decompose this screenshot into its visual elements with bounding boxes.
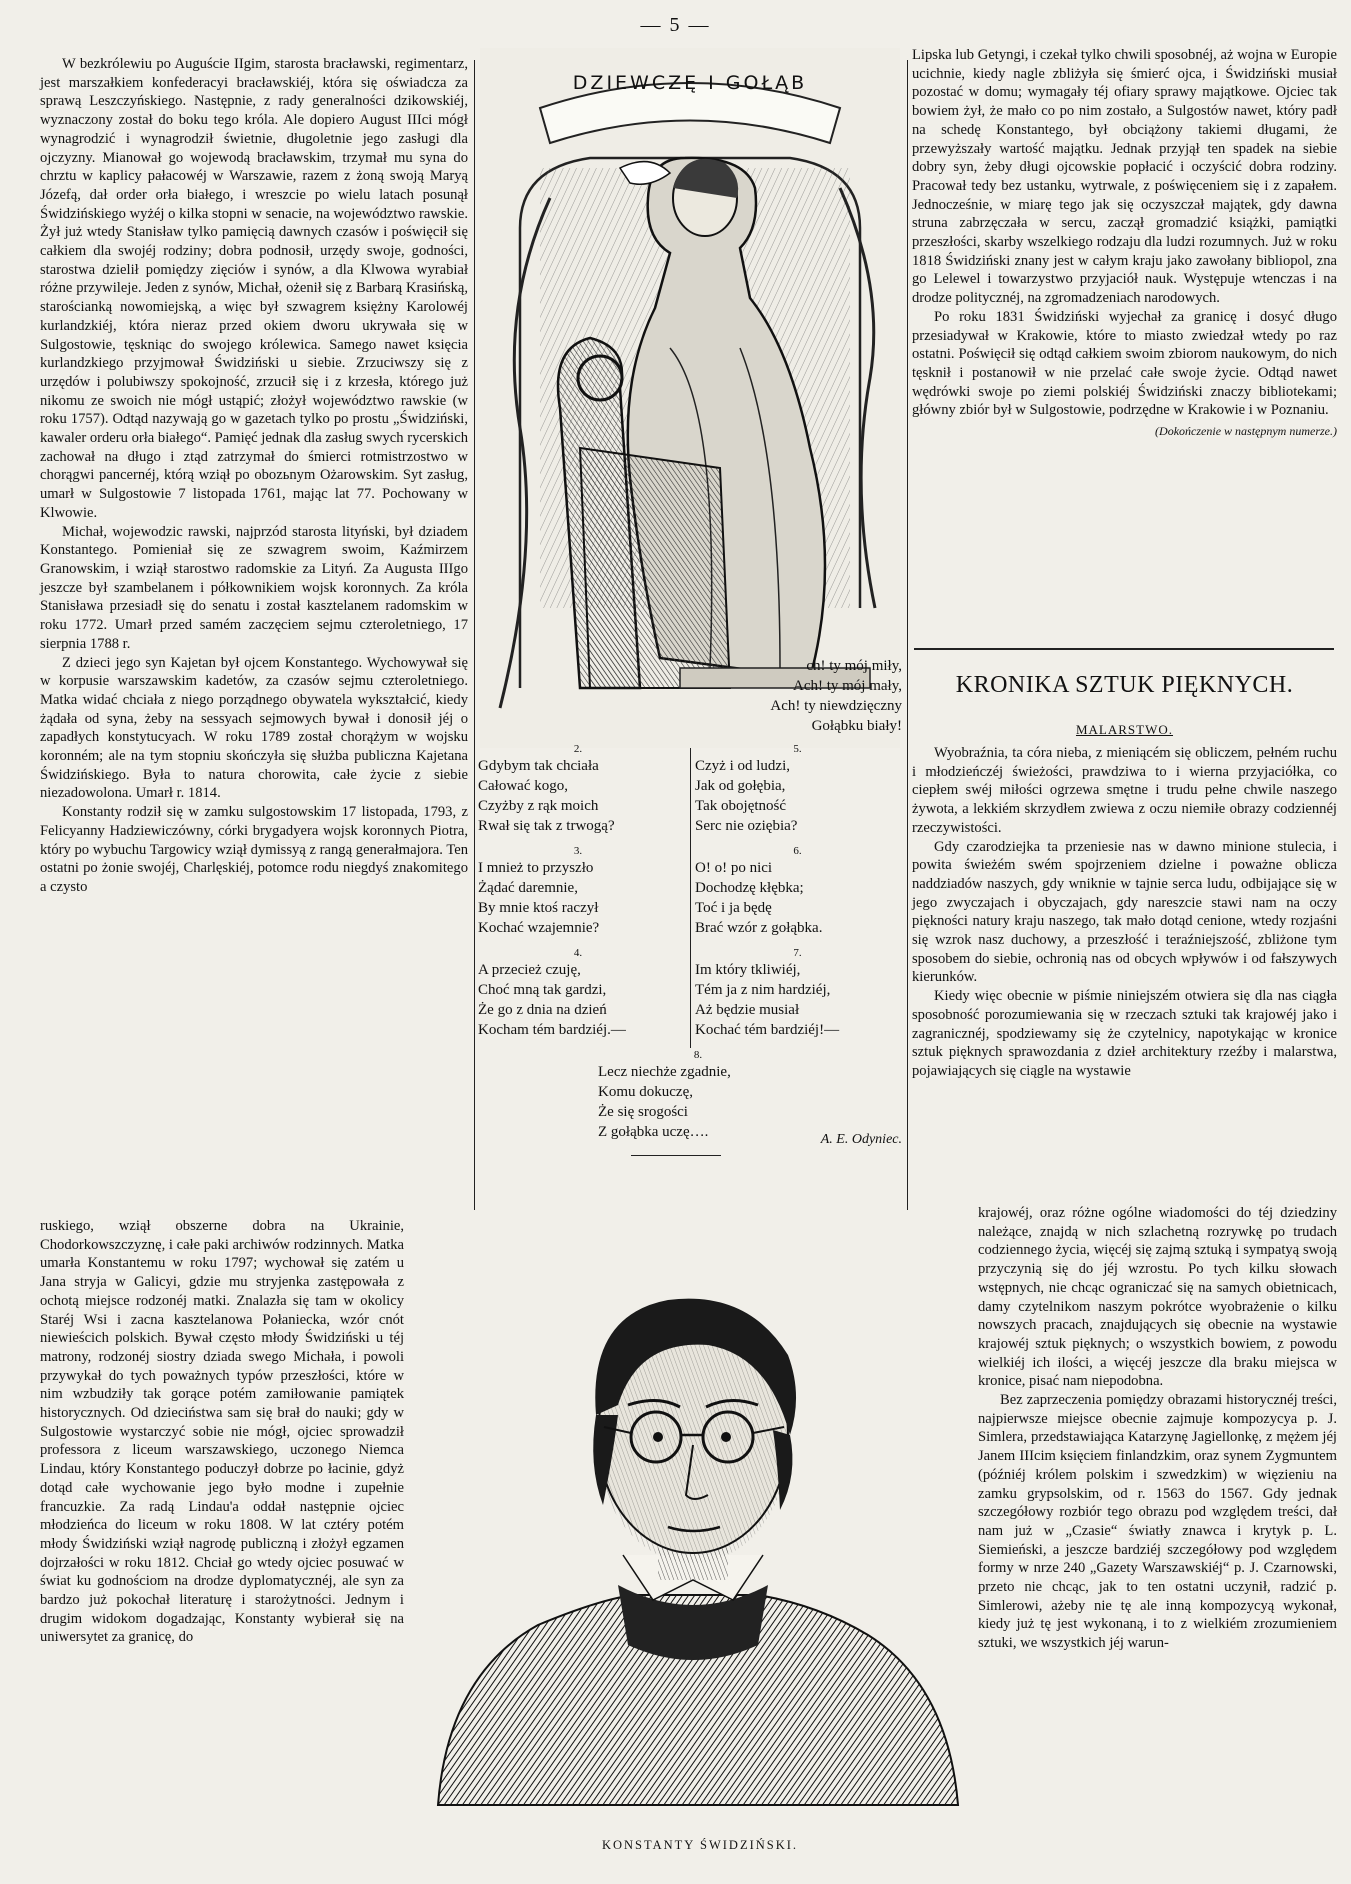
- poem-line: Czyżby z rąk moich: [478, 798, 599, 814]
- left-column-wrap: [40, 1217, 404, 1647]
- poem-title-banner: DZIEWCZĘ I GOŁĄB: [572, 72, 808, 94]
- page-number: — 5 —: [640, 14, 711, 36]
- poem-line: Toć i ja będę: [695, 900, 772, 916]
- section-divider: [914, 648, 1334, 650]
- poem-line: Lecz niechże zgadnie,: [598, 1064, 731, 1080]
- poem-line: Dochodzę kłębka;: [695, 880, 804, 896]
- section-heading-malarstwo: MALARSTWO.: [1075, 722, 1174, 737]
- poem-line: Ach! ty niewdzięczny: [770, 698, 902, 714]
- left-column: [40, 55, 468, 897]
- poem-line: Choć mną tak gardzi,: [478, 982, 607, 998]
- poem-line: Że się srogości: [598, 1104, 688, 1120]
- portrait-caption: KONSTANTY ŚWIDZIŃSKI.: [601, 1838, 799, 1852]
- poem-line: Tak obojętność: [695, 798, 787, 814]
- continued-note: (Dokończenie w następnym numerze.): [1155, 424, 1337, 439]
- poem-line: Jak od gołębia,: [695, 778, 786, 794]
- poem-author: A. E. Odyniec.: [820, 1132, 902, 1147]
- paragraph: Po roku 1831 Świdziński wyjechał za granicę i dosyć długo przesiadywał w Krakowie, które to miasto zwiedzał wtedy po raz ostatni. Poświęcił się odtąd całkiem swoim zbiorom naukowym, do nich tęsknił i postanowił w nie przelać całe swoje życie. Odtąd nawet wędrówki swoje po ziemi polskiéj Świdziński znaczy bibliotekami; główny zbiór był w Sulgostowie, podrzędne w Krakowie i w Poznaniu.: [912, 308, 1337, 419]
- poem-line: Kochać wzajemnie?: [478, 920, 600, 936]
- stanza-number: 2.: [573, 743, 583, 755]
- poem-stanza-1: [742, 656, 902, 736]
- poem-divider: [631, 1155, 721, 1156]
- stanza-number: 3.: [573, 845, 583, 857]
- stanza-number: 6.: [793, 845, 802, 857]
- poem-line: Brać wzór z gołąbka.: [695, 920, 823, 936]
- stanza-number: 8.: [693, 1049, 703, 1061]
- poem-line: Ach! ty mój mały,: [792, 678, 902, 694]
- poem-line: Czyż i od ludzi,: [695, 758, 790, 774]
- poem-line: Tém ja z nim hardziéj,: [695, 982, 831, 998]
- paragraph: ruskiego, wziął obszerne dobra na Ukrainie, Chodorkowszczyznę, i całe paki archiwów rodzinnych. Matka umarła Konstantemu w roku 1797; wychował się zatém u Jana stryja w Galicyi, gdzie mu stryjenka zastępowała z ochotą miejsce rodzonéj matki. Znalazła się tam w okolicy Staréj Wsi i zacna kasztelanowa Połaniecka, wzór cnót niewieścich polskich. Bywał często młody Świdziński u téj matrony, rodzonéj siostry dziada swego Michała, i powoli przywykał do tych poważnych typów przeszłości, które w nim wzbudziły tak gorące potém zamiłowanie pamiątek historycznych. Od dzieciństwa sam się brał do nauki; gdy w Sulgostowie wystarczyć sobie nie mógł, ojciec sprowadził professora z liceum warszawskiego, uczonego Niemca Lindau, który Konstantego poduczył dobrze po łacinie, gdyż dotąd całe wychowanie jego było modne i zupełnie francuzkie. Za radą Lindau'a oddał następnie ojciec młodzieńca do liceum w roku 1808. W lat cztéry potém młody Świdziński wziął nagrodę publiczną i złożył egzamen dojrzałości w roku 1812. Chciał go wtedy ojciec posuwać w świat ku godnościom na drodze dyplomatycznéj, ale syn za bardzo już pokochał literaturę i starożytności. Jednym i drugim widokom dogadzając, Konstanty wybierał się na uniwersytet za granicę, do: [40, 1218, 404, 1646]
- paragraph: Lipska lub Getyngi, i czekał tylko chwili sposobnéj, aż wojna w Europie ucichnie, kiedy nagle zbliżyła się śmierć ojca, i Świdziński musiał pozostać w domu; wymagały téj ofiary sprawy majątkowe. Ojciec tak bowiem żył, że mało co po nim zostało, a Sulgostów nawet, który padł na schedę Konstantego, był obciążony takiemi długami, że przewyższały wartość majątku. Jednak przyjął ten spadek na siebie dobry syn, żeby długi ojcowskie popłacić i oczyścić dobra rodziny. Pracował tedy bez ustanku, wytrwale, z poświęceniem się i z zapałem. Jednocześnie, w miarę tego jak się oczyszczał majątek, gdy dawna struna zabrzęczała w sercu, zaczął gromadzić książki, pamiątki przeszłości, skarby wszelkiego rodzaju dla ludzi rozumnych. Już w roku 1818 Świdziński znany jest w całym kraju jako zawołany bibliopol, zna go Lelewel i towarzystwo przyjaciół nauk. Występuje wtenczas i na drodze politycznéj, na zgromadzeniach narodowych.: [912, 47, 1337, 307]
- poem-line: Całować kogo,: [478, 778, 568, 794]
- poem-line: Kocham tém bardziéj.—: [478, 1022, 626, 1038]
- poem-line: Gdybym tak chciała: [478, 758, 599, 774]
- poem-stanza-8: [598, 1049, 798, 1142]
- poem-line: Żądać daremnie,: [478, 880, 578, 896]
- paragraph: Gdy czarodziejka ta przeniesie nas w dawno minione stulecia, i powita świeżém swém spojrzeniem dzielne i poważne oblicza naddziadów naszych, gdy wniknie w tajnie serca ludu, odbijające się w jego zwyczajach i obyczajach, gdy nareszcie stawi nam na oczy piękności natury kraju naszego, tak mało dotąd cenione, wtedy rozjaśni się wzrok nasz duchowy, a przeszłość i teraźniejszość, zbliżone tym sposobem do siebie, ochronią nas od obcych wpływów i od fałszywych kierunków.: [912, 838, 1337, 986]
- portrait-engraving: [418, 1205, 970, 1825]
- paragraph: Wyobraźnia, ta córa nieba, z mieniącém się obliczem, pełném ruchu i młodzieńczéj świeżości, prawdziwa to i wierna przyjaciółka, co ciepłem swéj miłości ogrzewa smętne i trudu pełne chwile naszego żywota, a lekkiém skrzydłem zwiewa z oczu niemiłe obrazy codziennéj rzeczywistości.: [912, 745, 1337, 836]
- stanza-number: 5.: [793, 743, 802, 755]
- stanza-number: 4.: [573, 947, 583, 959]
- kronika-column-wrap: [978, 1204, 1337, 1653]
- column-rule-right: [907, 60, 908, 1210]
- poem-column-rule: [690, 748, 691, 1048]
- poem-line: Gołąbku biały!: [811, 718, 902, 734]
- poem-line: Że go z dnia na dzień: [478, 1002, 607, 1018]
- girl-and-dove-illustration: [480, 48, 900, 748]
- poem-line: Aż będzie musiał: [695, 1002, 800, 1018]
- poem-line: ch! ty mój miły,: [806, 658, 902, 674]
- poem-stanza-2: [478, 743, 678, 836]
- poem-stanza-3: [478, 845, 678, 938]
- poem-stanza-7: [695, 947, 900, 1040]
- column-rule-left: [474, 60, 475, 1210]
- poem-line: By mnie ktoś raczył: [478, 900, 599, 916]
- poem-stanza-6: [695, 845, 900, 938]
- kronika-title: KRONIKA SZTUK PIĘKNYCH.: [955, 672, 1294, 698]
- paragraph: Z dzieci jego syn Kajetan był ojcem Konstantego. Wychowywał się w korpusie warszawskim kadetów, za czasów sejmu czteroletniego. Matka widać chciała z niego porządnego obywatela wykształcić, kiedy żądała od syna, żeby na sessyach sejmowych bywał i donosił jéj o zapadłych konstytucyach. W roku 1789 został chorążym w wojsku koronném; ale na tym stopniu skończyła się służba publiczna Kajetana Świdzińskiego. Była to natura chorowita, całe życie z siebie niezadowolona. Umarł r. 1814.: [40, 654, 468, 802]
- poem-line: Serc nie oziębia?: [695, 818, 798, 834]
- poem-line: Kochać tém bardziéj!—: [695, 1022, 840, 1038]
- poem-stanza-5: [695, 743, 900, 836]
- paragraph: W bezkrólewiu po Auguście IIgim, starosta bracławski, regimentarz, jest marszałkiem konfederacyi bracławskiéj, która się oświadcza za sprawą Leszczyńskiego. Następnie, z rady generalności dzikowskiéj, wyznaczony został do boku tego króla. Ale dopiero August IIIci mógł wynagrodzić i wynagrodził świetnie, długoletnie jego zasługi dla ojczyzny. Mianował go wojewodą bracławskim, trzymał mu syna do chrztu w kaplicy pałacowéj w Warszawie, razem z żoną swoją Maryą Józefą, dał order orła białego, i wreszcie po wielu latach posunął Świdzińskiego wyżéj o kilka stopni w senacie, na województwo rawskie. Żył już wtedy Stanisław tylko pamięcią dawnych czasów i poświęcił się całkiem dla swojéj rodziny; dobra podnosił, urzędy swoje, godności, starostwa dzielił pomiędzy zięciów i synów, a dla Klwowa wyrabiał różne przywileje. Jeden z synów, Michał, ożenił się z Barbarą Krasińską, starościanką nowomiejską, a więc był szwagrem księżny Karolowéj kurlandzkiéj, która nieraz przed okiem dworu ukrywała się w Sulgostowie, tęskniąc do swojego królewica. Samego nawet księcia kurlandzkiego przyjmował Świdziński u siebie. Zrzuciwszy się z urzędów i polubiwszy spokojność, zrzucił się i z krzesła, którego już nikomu ze swoich nie mógł ustąpić; złożył województwo rawskie (w roku 1757). Odtąd nazywają go w gazetach tylko po prostu „Świdziński, kawaler orderu orła białego“. Pamięć jednak dla zasług swych rycerskich zachował na długo i ztąd zatrzymał do śmierci rotmistrzostwo w chorągwi pancernéj, którą wziął po obozьnym Ożarowskim. Syt zasług, umarł w Sulgostowie 7 listopada 1761, mając lat 77. Pochowany w Klwowie.: [40, 56, 468, 521]
- poem-line: O! o! po nici: [695, 860, 773, 876]
- kronika-column: [912, 744, 1337, 1081]
- poem-line: I mnież to przyszło: [478, 860, 594, 876]
- right-column: [912, 46, 1337, 441]
- paragraph: Konstanty rodził się w zamku sulgostowskim 17 listopada, 1793, z Felicyanny Hadziewiczówny, córki brygadyera wojsk koronnych Piotra, który po wybuchu Targowicy wziął dymissyą z rangą generałmajora. Ten ostatni po żonie swojéj, Charlęskiéj, potomce rodu niegdyś znakomitego a czysto: [40, 804, 468, 895]
- paragraph: Kiedy więc obecnie w piśmie niniejszém otwiera się dla nas ciągła sposobność porozumiewania się w rzeczach sztuki tak krajowéj jako i zagranicznéj, spodziewamy się że czytelnicy, napotykając w kronice sztuk pięknych sprawozdania z dzieł architektury rzeźby i malarstwa, pojawiających się ciągle na wystawie: [912, 988, 1337, 1079]
- paragraph: Bez zaprzeczenia pomiędzy obrazami historycznéj treści, najpierwsze miejsce obecnie zajmuje kompozycya p. J. Simlera, przedstawiająca Katarzynę Jagiellonkę, z mężem jéj Janem IIIcim księciem finlandzkim, oraz synem Zygmuntem (późniéj królem polskim i szwedzkim) w więzieniu na zamku grypsolskim, od r. 1563 do 1567. Gdy jednak szczegółowy rozbiór tego obrazu pod względem treści, dał nam już w „Czasie“ światły znawca i krytyk p. L. Siemieński, a jeszcze bardziéj szczegółowy pod względem formy w nrze 240 „Gazety Warszawskiéj“ p. J. Czarnowski, przeto nie chcąc, jak to ten ostatni uczynił, radzić p. Simlerowi, ażeby nie tę ale inną kompozycyą wykonał, kiedy już tę jest wykonaną, i to z wielkiém zrozumieniem sztuki, we wszystkich jéj warun-: [978, 1392, 1337, 1652]
- poem-stanza-4: [478, 947, 678, 1040]
- poem-line: Im który tkliwiéj,: [695, 962, 801, 978]
- paragraph: Michał, wojewodzic rawski, najprzód starosta lityński, był dziadem Konstantego. Pomieniał się ze szwagrem swoim, Kaźmirzem Granowskim, i wziął starostwo radomskie za Lityń. Za Augusta IIIgo jeszcze był szambelanem i półkownikiem wojsk koronnych. Za króla Stanisława przesiadł się do senatu i został kasztelanem radomskim w roku 1772. Umarł przed samém zaczęciem sejmu czteroletniego, 17 sierpnia 1788 r.: [40, 523, 468, 652]
- poem-line: Komu dokuczę,: [598, 1084, 693, 1100]
- poem-line: Rwał się tak z trwogą?: [478, 818, 615, 834]
- paragraph: krajowéj, oraz różne ogólne wiadomości do téj dziedziny należące, znajdą w nich szlachetną rozrywkę po trudach codziennego życia, więcéj się zajmą sztuką i sympatyą swoją przyczynią się do jéj wzrostu. Po tych kilku słowach wstępnych, nie chcąc ograniczać się na samych obietnicach, damy czytelnikom naszym pokrótce wyobrażenie o kilku nowszych pracach, znajdujących się obecnie na wystawie krajowéj sztuk pięknych; o wszystkich bowiem, z powodu wielkiéj ich ilości, a więcéj jeszcze dla braku miejsca w kronice, pisać nam niepodobna.: [978, 1205, 1337, 1390]
- stanza-number: 7.: [793, 947, 802, 959]
- poem-line: Z gołąbka uczę….: [598, 1124, 709, 1140]
- poem-line: A przecież czuję,: [478, 962, 581, 978]
